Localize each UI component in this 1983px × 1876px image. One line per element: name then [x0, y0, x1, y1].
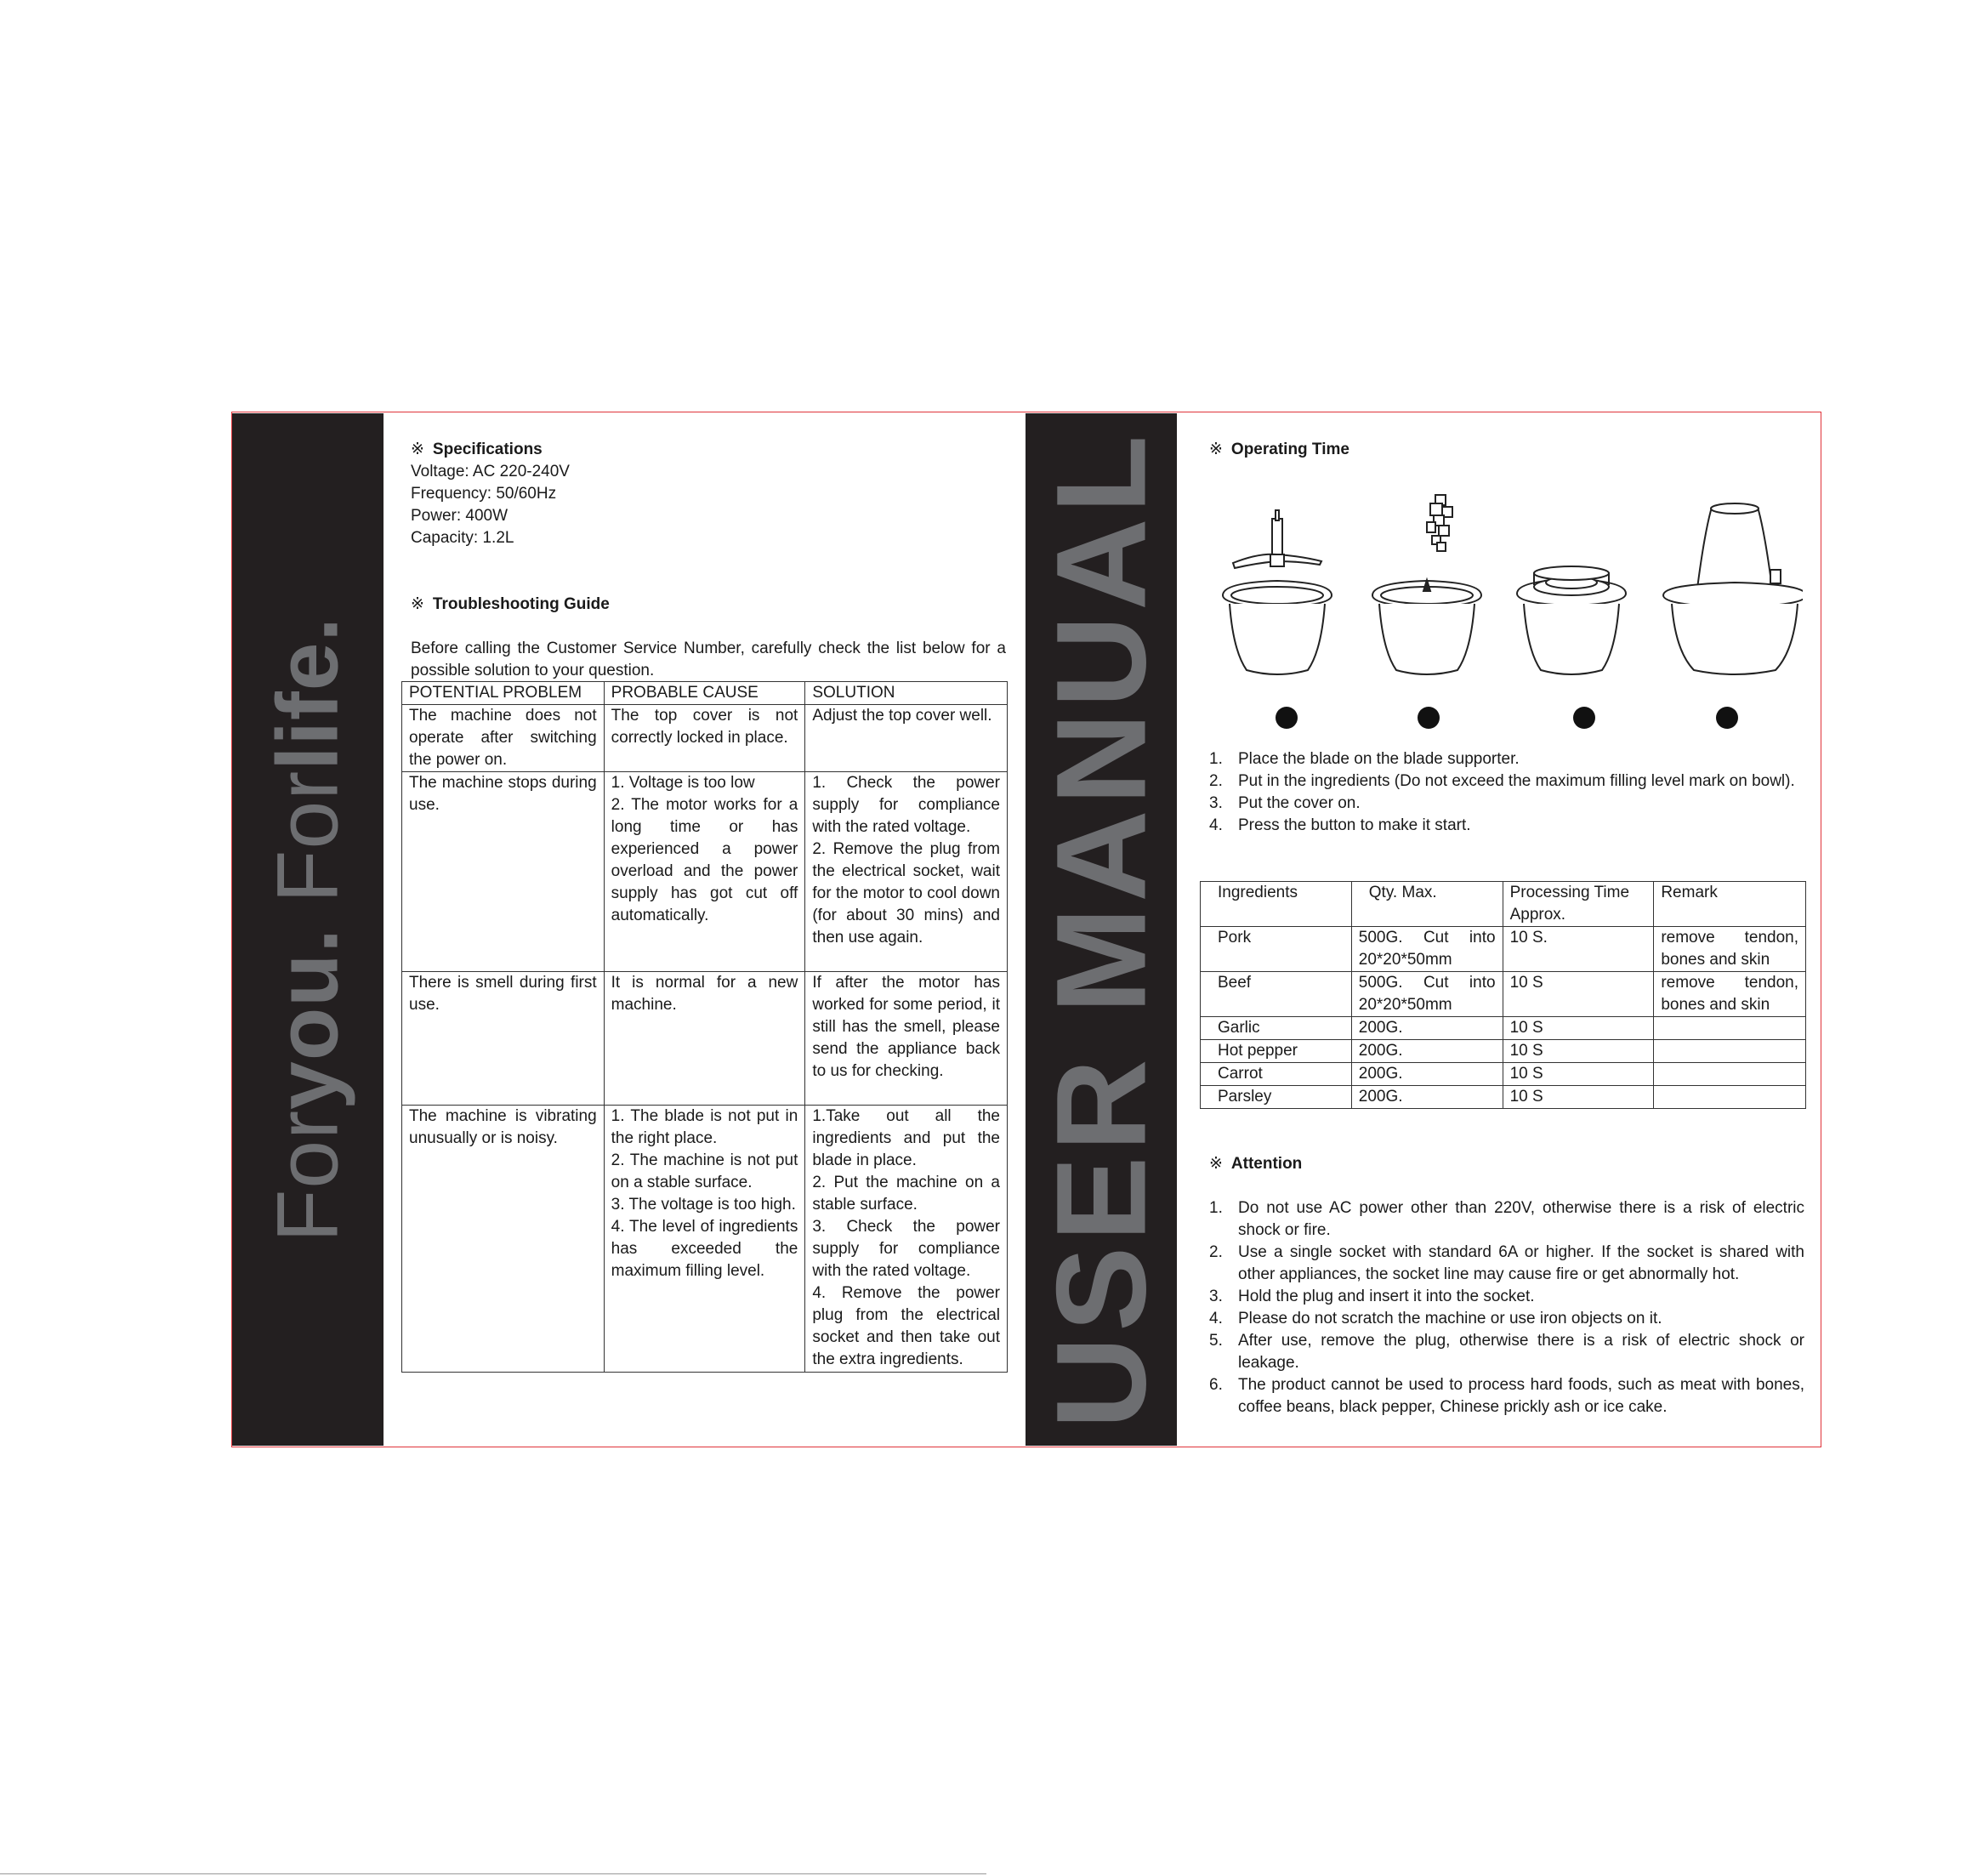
- column-header: Ingredients: [1201, 882, 1352, 927]
- operating-time-section: [1209, 439, 1804, 461]
- column-header: PROBABLE CAUSE: [604, 682, 805, 705]
- slogan-word: For: [259, 1109, 356, 1242]
- step-marker: [1573, 707, 1595, 729]
- troubleshooting-table: [401, 681, 1008, 1373]
- operating-time-table: [1200, 881, 1806, 1109]
- slogan-word: life.: [259, 617, 356, 770]
- table-row: [402, 1106, 1008, 1373]
- title-band: [1026, 413, 1177, 1446]
- slogan-band: [232, 413, 384, 1446]
- list-item: 5. After use, remove the plug, otherwise there is a risk of electric shock or leakage.: [1209, 1332, 1804, 1372]
- step-marker: [1276, 707, 1298, 729]
- table-cell: 10 S: [1503, 1063, 1654, 1086]
- table-cell: Carrot: [1201, 1063, 1352, 1086]
- attention-heading: [1209, 1153, 1804, 1175]
- table-cell: 10 S: [1503, 1086, 1654, 1109]
- step-marker: [1716, 707, 1738, 729]
- heading-text: Troubleshooting Guide: [432, 595, 610, 613]
- list-item: 1. Place the blade on the blade supporter.: [1209, 750, 1520, 768]
- table-row: [1201, 1040, 1806, 1063]
- heading-text: Attention: [1230, 1155, 1303, 1173]
- slogan-word: For: [259, 770, 356, 903]
- list-item: 3. Put the cover on.: [1209, 794, 1361, 812]
- column-header: Qty. Max.: [1351, 882, 1503, 927]
- column-header: POTENTIAL PROBLEM: [402, 682, 605, 705]
- blade-assembly-icon: [1223, 510, 1332, 674]
- reference-mark-icon: ※: [1209, 1155, 1223, 1173]
- table-row: [402, 705, 1008, 772]
- spec-power: Power: 400W: [411, 507, 509, 525]
- assembly-illustrations: [1207, 485, 1803, 697]
- table-cell: The machine does not operate after switching the power on.: [402, 705, 605, 772]
- table-cell: 1. Check the power supply for compliance with the rated voltage. 2. Remove the plug from the electrical socket, wait for the motor to cool down (for about 30 mins) and then use again.: [805, 772, 1008, 972]
- table-cell: remove tendon, bones and skin: [1654, 927, 1806, 972]
- heading-text: Operating Time: [1230, 441, 1349, 458]
- list-item: 6. The product cannot be used to process hard foods, such as meat with bones, coffee beans, black pepper, Chinese prickly ash or ice cake.: [1209, 1376, 1804, 1416]
- spec-capacity: Capacity: 1.2L: [411, 529, 514, 547]
- table-cell: 10 S: [1503, 1017, 1654, 1040]
- table-row: [402, 972, 1008, 1106]
- table-cell: remove tendon, bones and skin: [1654, 972, 1806, 1017]
- table-cell: [1654, 1063, 1806, 1086]
- table-cell: 200G.: [1351, 1063, 1503, 1086]
- reference-mark-icon: ※: [411, 441, 424, 458]
- table-row: [1201, 927, 1806, 972]
- table-cell: 200G.: [1351, 1017, 1503, 1040]
- table-cell: Garlic: [1201, 1017, 1352, 1040]
- table-row: [1201, 1086, 1806, 1109]
- spec-voltage: Voltage: AC 220-240V: [411, 463, 570, 480]
- troubleshooting-heading: [411, 594, 1006, 616]
- table-header-row: [402, 682, 1008, 705]
- slogan: [259, 617, 358, 1242]
- table-header-row: [1201, 882, 1806, 927]
- table-cell: There is smell during first use.: [402, 972, 605, 1106]
- table-cell: 1. The blade is not put in the right place. 2. The machine is not put on a stable surface. 3. The voltage is too high. 4. The level of ingredients has exceeded the maximum filling level.: [604, 1106, 805, 1373]
- table-cell: The machine stops during use.: [402, 772, 605, 972]
- table-cell: If after the motor has worked for some period, it still has the smell, please send the appliance back to us for checking.: [805, 972, 1008, 1106]
- operating-time-heading: [1209, 439, 1804, 461]
- table-cell: 1. Voltage is too low 2. The motor works for a long time or has experienced a power overload and the power supply has got cut off automatically.: [604, 772, 805, 972]
- list-item: 3. Hold the plug and insert it into the socket.: [1209, 1288, 1535, 1305]
- list-item: 4. Please do not scratch the machine or use iron objects on it.: [1209, 1310, 1662, 1327]
- specifications-heading: [411, 439, 1006, 461]
- list-item: 1. Do not use AC power other than 220V, otherwise there is a risk of electric shock or fire.: [1209, 1199, 1804, 1239]
- table-cell: [1654, 1086, 1806, 1109]
- spec-frequency: Frequency: 50/60Hz: [411, 485, 557, 503]
- specifications-section: [411, 439, 1006, 549]
- troubleshooting-intro: Before calling the Customer Service Number, carefully check the list below for a possible solution to your question.: [411, 640, 1006, 679]
- manual-title: USER MANUAL: [1029, 429, 1173, 1430]
- table-cell: The machine is vibrating unusually or is noisy.: [402, 1106, 605, 1373]
- heading-text: Specifications: [432, 441, 543, 458]
- bowl-cover-icon: [1517, 566, 1626, 674]
- table-cell: It is normal for a new machine.: [604, 972, 805, 1106]
- table-cell: 10 S.: [1503, 927, 1654, 972]
- table-row: [402, 772, 1008, 972]
- table-cell: 10 S: [1503, 972, 1654, 1017]
- reference-mark-icon: ※: [411, 595, 424, 613]
- reference-mark-icon: ※: [1209, 441, 1223, 458]
- table-cell: Hot pepper: [1201, 1040, 1352, 1063]
- table-cell: The top cover is not correctly locked in place.: [604, 705, 805, 772]
- table-cell: Adjust the top cover well.: [805, 705, 1008, 772]
- column-header: Remark: [1654, 882, 1806, 927]
- column-header: SOLUTION: [805, 682, 1008, 705]
- ingredients-icon: [1372, 495, 1481, 674]
- table-cell: 200G.: [1351, 1040, 1503, 1063]
- table-cell: 1.Take out all the ingredients and put the blade in place. 2. Put the machine on a stable surface. 3. Check the power supply for compliance with the rated voltage. 4. Remove the power plug from the electrical socket and then take out the extra ingredients.: [805, 1106, 1008, 1373]
- table-row: [1201, 1063, 1806, 1086]
- assembled-chopper-icon: [1663, 503, 1803, 674]
- page-divider: [0, 1873, 986, 1874]
- table-cell: Parsley: [1201, 1086, 1352, 1109]
- table-cell: [1654, 1017, 1806, 1040]
- table-cell: 500G. Cut into 20*20*50mm: [1351, 972, 1503, 1017]
- operating-steps: [1209, 748, 1804, 837]
- list-item: 2. Put in the ingredients (Do not exceed the maximum filling level mark on bowl).: [1209, 772, 1795, 790]
- table-row: [1201, 972, 1806, 1017]
- list-item: 2. Use a single socket with standard 6A or higher. If the socket is shared with other appliances, the socket line may cause fire or get abnormally hot.: [1209, 1243, 1804, 1283]
- table-cell: 10 S: [1503, 1040, 1654, 1063]
- troubleshooting-section: [411, 594, 1006, 682]
- attention-section: [1209, 1153, 1804, 1418]
- list-item: 4. Press the button to make it start.: [1209, 816, 1471, 834]
- table-cell: Pork: [1201, 927, 1352, 972]
- slogan-word: you.: [259, 928, 356, 1110]
- table-cell: 200G.: [1351, 1086, 1503, 1109]
- table-cell: Beef: [1201, 972, 1352, 1017]
- column-header: Processing Time Approx.: [1503, 882, 1654, 927]
- table-cell: [1654, 1040, 1806, 1063]
- step-marker: [1418, 707, 1440, 729]
- table-cell: 500G. Cut into 20*20*50mm: [1351, 927, 1503, 972]
- table-row: [1201, 1017, 1806, 1040]
